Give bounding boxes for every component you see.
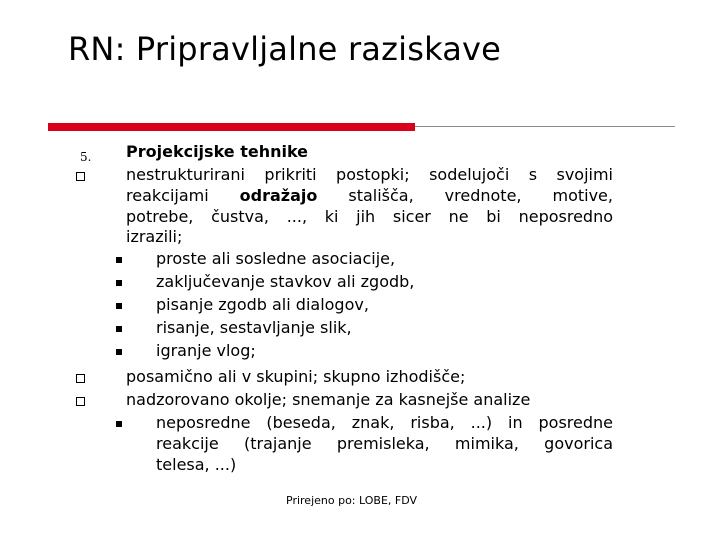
- item1-line4: izrazili;: [126, 227, 183, 246]
- item1-line3: potrebe, čustva, ..., ki jih sicer ne bi neposredno: [126, 207, 613, 226]
- item1-bold-odrazajo: odražajo: [239, 186, 318, 205]
- hollow-square-bullet: [76, 172, 85, 181]
- item1-line1: nestrukturirani prikriti postopki; sodelujoči s svojimi: [126, 165, 613, 184]
- filled-square-bullet: [116, 349, 122, 355]
- filled-square-bullet: [116, 326, 122, 332]
- filled-square-bullet: [116, 280, 122, 286]
- page-title: RN: Pripravljalne raziskave: [68, 30, 502, 68]
- sub3-line2: reakcije (trajanje premisleka, mimika, govorica: [156, 434, 613, 453]
- item1-line2: [126, 187, 613, 205]
- sub3-line1: neposredne (beseda, znak, risba, ...) in posredne: [156, 413, 613, 432]
- footer-credit: Prirejeno po: LOBE, FDV: [286, 494, 418, 507]
- list-item: risanje, sestavljanje slik,: [156, 318, 352, 337]
- section-heading: Projekcijske tehnike: [126, 142, 309, 161]
- filled-square-bullet: [116, 303, 122, 309]
- hollow-square-bullet: [76, 397, 85, 406]
- item1-rest: stališča, vrednote, motive,: [348, 186, 613, 205]
- sub3-line3: telesa, ...): [156, 455, 237, 474]
- list-item: proste ali sosledne asociacije,: [156, 249, 396, 268]
- list-number: 5.: [80, 150, 92, 164]
- hollow-square-bullet: [76, 374, 85, 383]
- filled-square-bullet: [116, 421, 122, 427]
- list-item: zaključevanje stavkov ali zgodb,: [156, 272, 415, 291]
- item3-text: nadzorovano okolje; snemanje za kasnejše analize: [126, 390, 531, 409]
- list-item: pisanje zgodb ali dialogov,: [156, 295, 369, 314]
- item1-word-reakcijami: reakcijami: [126, 186, 209, 205]
- filled-square-bullet: [116, 257, 122, 263]
- item2-text: posamično ali v skupini; skupno izhodišče;: [126, 367, 466, 386]
- list-item: igranje vlog;: [156, 341, 256, 360]
